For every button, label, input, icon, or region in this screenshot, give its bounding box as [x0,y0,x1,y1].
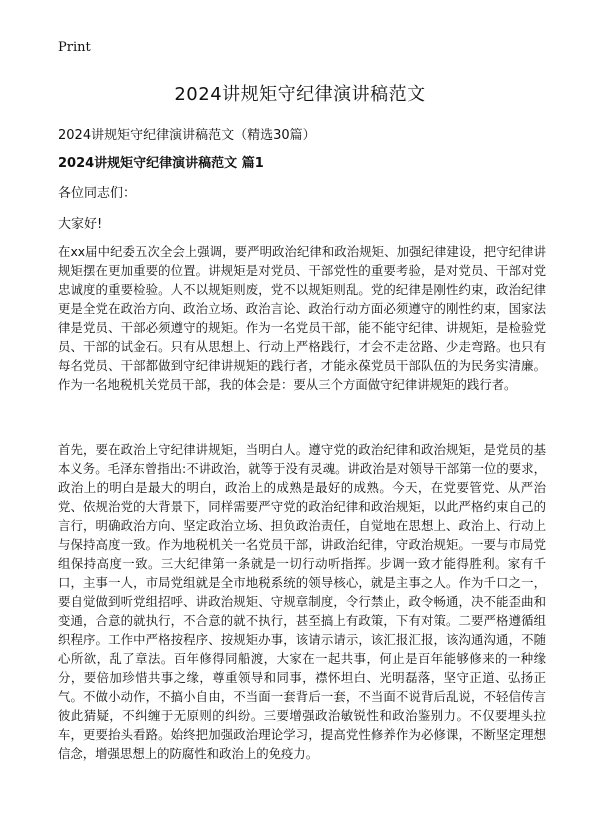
greeting-hello: 大家好! [58,217,103,232]
greeting-salutation: 各位同志们： [58,186,137,201]
document-title: 2024讲规矩守纪律演讲稿范文 [174,84,426,105]
print-link[interactable]: Print [58,40,91,55]
body-paragraph-1: 在xx届中纪委五次全会上强调，要严明政治纪律和政治规矩、加强纪律建设，把守纪律讲规矩摆在更加重要的位置。讲规矩是对党员、干部党性的重要考验，是对党员、干部对党忠诚度的重要检验。人不以规矩则废，党不以规矩则乱。党的纪律是刚性约束，政治纪律更是全党在政治方向、政治立场、政治言论、政治行动方面必须遵守的刚性约束，国家法律是党员、干部必须遵守的规矩。作为一名党员干部，能不能守纪律、讲规矩，是检验党员、干部的试金石。只有从思想上、行动上严格践行，才会不走岔路、少走弯路。也只有每名党员、干部都做到守纪律讲规矩的践行者，才能永葆党员干部队伍的为民务实清廉。作为一名地税机关党员干部，我的体会是：要从三个方面做守纪律讲规矩的践行者。 [58,244,546,392]
body-paragraph-2: 首先，要在政治上守纪律讲规矩，当明白人。遵守党的政治纪律和政治规矩，是党员的基本义务。毛泽东曾指出:不讲政治，就等于没有灵魂。讲政治是对领导干部第一位的要求，政治上的明白是最大的明白，政治上的成熟是最好的成熟。今天，在党要管党、从严治党、依规治党的大背景下，同样需要严守党的政治纪律和政治规矩，以此严格约束自己的言行，明确政治方向、坚定政治立场、担负政治责任，自觉地在思想上、政治上、行动上与保持高度一致。作为地税机关一名党员干部，讲政治纪律，守政治规矩。一要与市局党组保持高度一致。三大纪律第一条就是一切行动听指挥。步调一致才能得胜利。家有千口，主事一人，市局党组就是全市地税系统的领导核心，就是主事之人。作为千口之一，要自觉做到听党组招呼、讲政治规矩、守规章制度，令行禁止，政令畅通，决不能歪曲和变通，合意的就执行，不合意的就不执行，甚至搞上有政策，下有对策。二要严格遵循组织程序。工作中严格按程序、按规矩办事，该请示请示，该汇报汇报，该沟通沟通，不随心所欲，乱了章法。百年修得同船渡，大家在一起共事，何止是百年能够修来的一种缘分，要倍加珍惜共事之缘，尊重领导和同事，襟怀坦白、光明磊落，坚守正道、弘扬正气。不做小动作，不搞小自由，不当面一套背后一套，不当面不说背后乱说，不轻信传言彼此猜疑，不纠缠于无原则的纠纷。三要增强政治敏锐性和政治鉴别力。不仅要埋头拉车，更要抬头看路。始终把加强政治理论学习，提高党性修养作为必修课，不断坚定理想信念，增强思想上的防腐性和政治上的免疫力。 [58,442,546,761]
document-subtitle: 2024讲规矩守纪律演讲稿范文（精选30篇） [58,128,316,143]
section-heading: 2024讲规矩守纪律演讲稿范文 篇1 [58,156,264,171]
